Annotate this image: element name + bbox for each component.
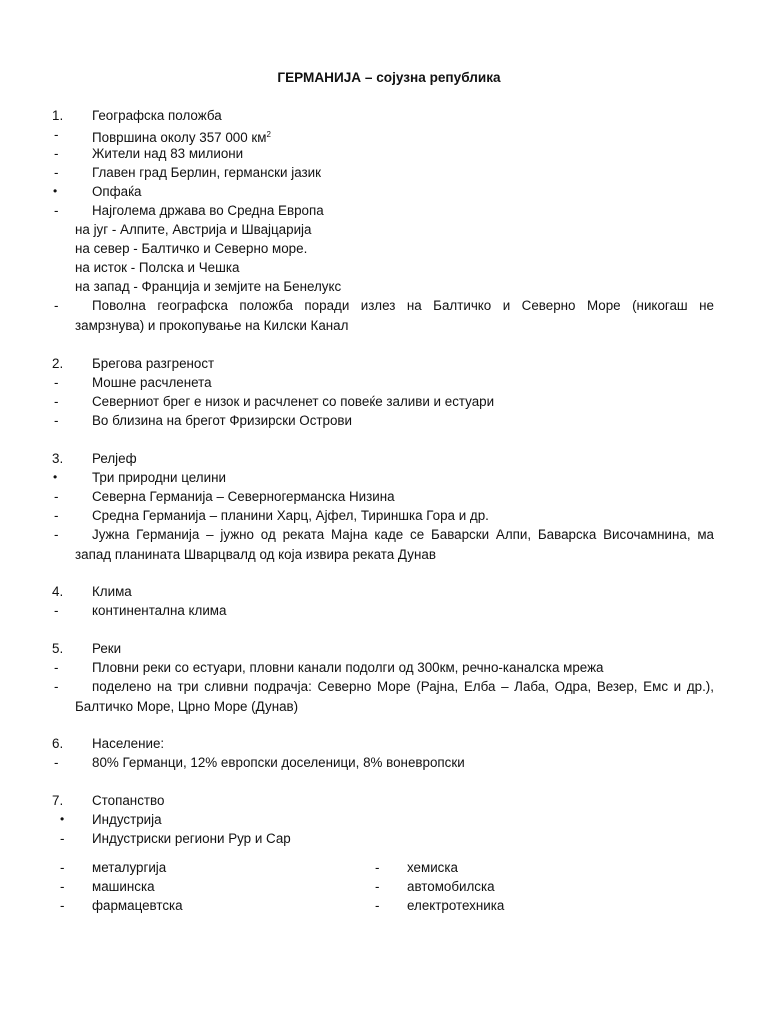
list-item-text: Северна Германија – Северногерманска Низина <box>92 489 395 504</box>
bullet-marker: • <box>60 812 65 826</box>
dash-marker: - <box>60 860 65 875</box>
dash-marker: - <box>54 660 59 675</box>
list-item-text: запад планината Шварцвалд од која извира реката Дунав <box>75 547 436 562</box>
list-item-text: Во близина на брегот Фризирски Острови <box>92 413 353 428</box>
list-item-text: Северниот брег е низок и расчленет со повеќе заливи и естуари <box>92 394 495 409</box>
dash-marker: - <box>54 203 59 218</box>
list-item-text: Поволна географска положба поради излез на Балтичко и Северно Море (никогаш не <box>92 298 714 313</box>
list-item-text: Индустрија <box>92 812 162 827</box>
list-item-text: Три природни целини <box>92 470 226 485</box>
dash-marker: - <box>54 375 59 390</box>
section-number: 5. <box>52 641 64 656</box>
list-item-text: Балтичко Море, Црно Море (Дунав) <box>75 699 299 714</box>
border-text: на исток - Полска и Чешка <box>75 260 240 275</box>
list-item-text: Индустриски региони Рур и Сар <box>92 831 291 846</box>
dash-marker: - <box>375 860 380 875</box>
dash-marker: - <box>54 508 59 523</box>
list-item-text: Главен град Берлин, германски јазик <box>92 165 321 180</box>
dash-marker: - <box>54 413 59 428</box>
industry-item: автомобилска <box>407 879 495 894</box>
bullet-marker: • <box>53 470 58 484</box>
list-item-text: 80% Германци, 12% европски доселеници, 8% воневропски <box>92 755 465 770</box>
industry-item: металургија <box>92 860 167 875</box>
section-title: Население: <box>92 736 165 751</box>
list-item-text: Пловни реки со естуари, пловни канали подолги од 300км, речно-каналска мрежа <box>92 660 604 675</box>
industry-item: хемиска <box>407 860 458 875</box>
dash-marker: - <box>54 298 59 313</box>
dash-marker: - <box>54 146 59 161</box>
area-text: Површина околу 357 000 км <box>92 130 267 145</box>
list-item-text: Средна Германија – планини Харц, Ајфел, Тириншка Гора и др. <box>92 508 489 523</box>
list-item-text: Мошне расчленета <box>92 375 212 390</box>
bullet-marker: • <box>53 184 58 198</box>
section-number: 7. <box>52 793 64 808</box>
border-text: на запад - Франција и земјите на Бенелукс <box>75 279 342 294</box>
border-text: на југ - Алпите, Австрија и Швајцарија <box>75 222 312 237</box>
list-item-text: Жители над 83 милиони <box>92 146 244 161</box>
section-number: 6. <box>52 736 64 751</box>
area-superscript: 2 <box>266 130 271 139</box>
dash-marker: - <box>54 489 59 504</box>
dash-marker: - <box>54 603 59 618</box>
dash-marker: - <box>54 679 59 694</box>
industry-item: машинска <box>92 879 155 894</box>
section-number: 4. <box>52 584 64 599</box>
section-title: Реки <box>92 641 122 656</box>
section-number: 3. <box>52 451 64 466</box>
list-item-text: замрзнува) и прокопување на Килски Канал <box>75 318 349 333</box>
section-title: Стопанство <box>92 793 165 808</box>
section-title: Клима <box>92 584 132 599</box>
dash-marker: - <box>375 879 380 894</box>
list-item-text: Најголема држава во Средна Европа <box>92 203 324 218</box>
dash-marker: - <box>60 898 65 913</box>
section-number: 2. <box>52 356 64 371</box>
industry-item: фармацевтска <box>92 898 183 913</box>
list-item-text: поделено на три сливни подрачја: Северно Море (Рајна, Елба – Лаба, Одра, Везер, Емс и др.), <box>92 679 714 694</box>
dash-marker: - <box>54 394 59 409</box>
document-title: ГЕРМАНИЈА – сојузна република <box>277 70 501 85</box>
list-item-text: Опфаќа <box>92 184 142 199</box>
dash-marker: - <box>54 527 59 542</box>
industry-item: електротехника <box>407 898 505 913</box>
section-title: Релјеф <box>92 451 137 466</box>
dash-marker: - <box>375 898 380 913</box>
dash-marker: - <box>54 127 59 142</box>
dash-marker: - <box>60 831 65 846</box>
section-title: Географска положба <box>92 108 222 123</box>
list-item-text: континентална клима <box>92 603 227 618</box>
dash-marker: - <box>54 165 59 180</box>
border-text: на север - Балтичко и Северно море. <box>75 241 308 256</box>
section-number: 1. <box>52 108 64 123</box>
list-item-text: Јужна Германија – јужно од реката Мајна каде се Баварски Алпи, Баварска Височамнина, ма <box>92 527 714 542</box>
section-title: Брегова разгреност <box>92 356 215 371</box>
dash-marker: - <box>60 879 65 894</box>
dash-marker: - <box>54 755 59 770</box>
